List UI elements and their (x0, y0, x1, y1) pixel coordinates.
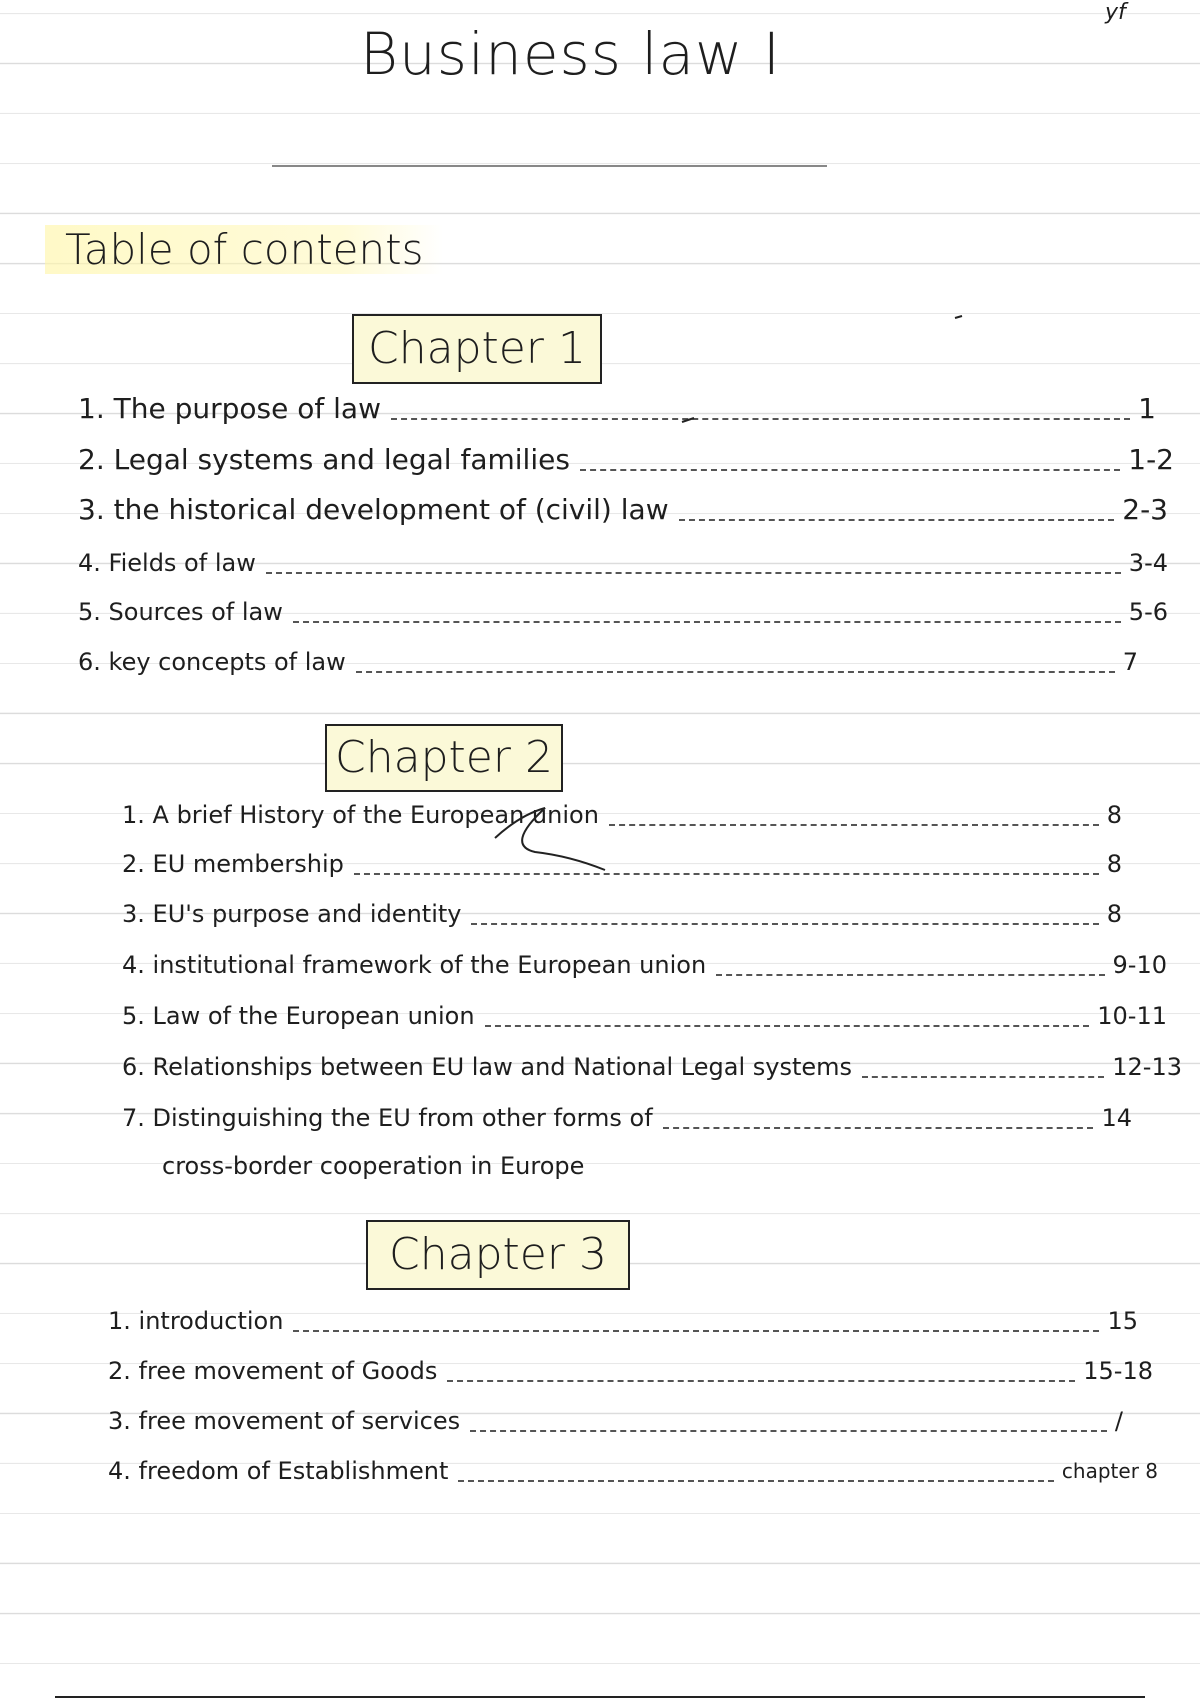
toc-entry-ch2-5 (122, 997, 1167, 1033)
pen-mark (955, 316, 962, 318)
toc-entry-text: 4. Fields of law (78, 549, 256, 577)
chapter-2-heading: Chapter 2 (325, 724, 563, 792)
leader-dots (679, 519, 1115, 521)
toc-entry-ch3-2 (108, 1352, 1153, 1388)
leader-dots (485, 1025, 1090, 1027)
toc-entry-ch1-3 (78, 491, 1168, 527)
toc-entry-page: 7 (1122, 648, 1138, 676)
toc-entry-text: 4. institutional framework of the European union (122, 951, 707, 979)
toc-entry-page: 3-4 (1128, 549, 1168, 577)
toc-entry-page: 9-10 (1112, 951, 1167, 979)
toc-entry-ch1-4 (78, 544, 1168, 580)
leader-dots (293, 621, 1121, 623)
toc-entry-ch1-6 (78, 643, 1138, 679)
toc-entry-page: 8 (1106, 850, 1122, 878)
toc-entry-text: 3. free movement of services (108, 1407, 461, 1435)
toc-entry-page: 15-18 (1083, 1357, 1153, 1385)
leader-dots (471, 923, 1098, 925)
toc-entry-page: 8 (1106, 801, 1122, 829)
toc-entry-page: 10-11 (1097, 1002, 1167, 1030)
title-underline (272, 165, 827, 167)
toc-entry-ch2-7 (122, 1099, 1132, 1135)
leader-dots (470, 1430, 1107, 1432)
toc-entry-text: 2. free movement of Goods (108, 1357, 438, 1385)
leader-dots (391, 418, 1130, 420)
toc-entry-ch2-4 (122, 946, 1167, 982)
author-initials: yf (1105, 0, 1126, 25)
leader-dots (447, 1380, 1075, 1382)
toc-entry-page: 2-3 (1122, 493, 1168, 526)
toc-entry-text: 5. Sources of law (78, 598, 283, 626)
leader-dots (862, 1076, 1104, 1078)
toc-entry-page: chapter 8 (1061, 1459, 1158, 1483)
chapter-3-heading: Chapter 3 (366, 1220, 630, 1290)
toc-entry-text: 1. The purpose of law (78, 392, 381, 425)
leader-dots (716, 974, 1104, 976)
page-title: Business law I (360, 20, 782, 88)
leader-dots (580, 469, 1120, 471)
leader-dots (266, 572, 1121, 574)
toc-entry-page: 14 (1101, 1104, 1132, 1132)
bottom-rule (55, 1696, 1145, 1698)
toc-entry-page: 1-2 (1128, 443, 1174, 476)
toc-entry-text: 3. EU's purpose and identity (122, 900, 462, 928)
toc-entry-text: 4. freedom of Establishment (108, 1457, 449, 1485)
toc-entry-page: 15 (1107, 1307, 1138, 1335)
toc-entry-ch2-3 (122, 895, 1122, 931)
toc-entry-ch2-1 (122, 796, 1122, 832)
toc-entry-ch2-6 (122, 1048, 1182, 1084)
toc-heading: Table of contents (45, 225, 443, 274)
leader-dots (458, 1480, 1054, 1482)
toc-entry-text: 6. key concepts of law (78, 648, 346, 676)
toc-entry-page: 12-13 (1112, 1053, 1182, 1081)
toc-entry-page: / (1114, 1407, 1123, 1435)
toc-entry-ch3-3 (108, 1402, 1123, 1438)
toc-entry-text: 3. the historical development of (civil) law (78, 493, 669, 526)
toc-entry-text: 7. Distinguishing the EU from other forms of (122, 1104, 653, 1132)
leader-dots (663, 1127, 1094, 1129)
toc-entry-page: 1 (1138, 392, 1156, 425)
leader-dots (356, 671, 1115, 673)
toc-entry-continuation: cross-border cooperation in Europe (162, 1152, 585, 1180)
toc-entry-page: 5-6 (1128, 598, 1168, 626)
toc-entry-text: 5. Law of the European union (122, 1002, 475, 1030)
toc-entry-ch3-1 (108, 1302, 1138, 1338)
toc-entry-ch1-5 (78, 593, 1168, 629)
toc-entry-ch1-1 (78, 390, 1156, 426)
toc-entry-page: 8 (1106, 900, 1122, 928)
chapter-1-heading: Chapter 1 (352, 314, 602, 384)
leader-dots (609, 824, 1099, 826)
leader-dots (354, 873, 1099, 875)
toc-entry-ch3-4 (108, 1452, 1158, 1488)
toc-entry-ch1-2 (78, 441, 1174, 477)
toc-entry-text: 6. Relationships between EU law and National Legal systems (122, 1053, 853, 1081)
toc-entry-text: 1. A brief History of the European union (122, 801, 599, 829)
leader-dots (293, 1330, 1099, 1332)
toc-entry-text: 1. introduction (108, 1307, 284, 1335)
toc-entry-text: 2. Legal systems and legal families (78, 443, 570, 476)
toc-entry-text: 2. EU membership (122, 850, 344, 878)
toc-entry-ch2-2 (122, 845, 1122, 881)
